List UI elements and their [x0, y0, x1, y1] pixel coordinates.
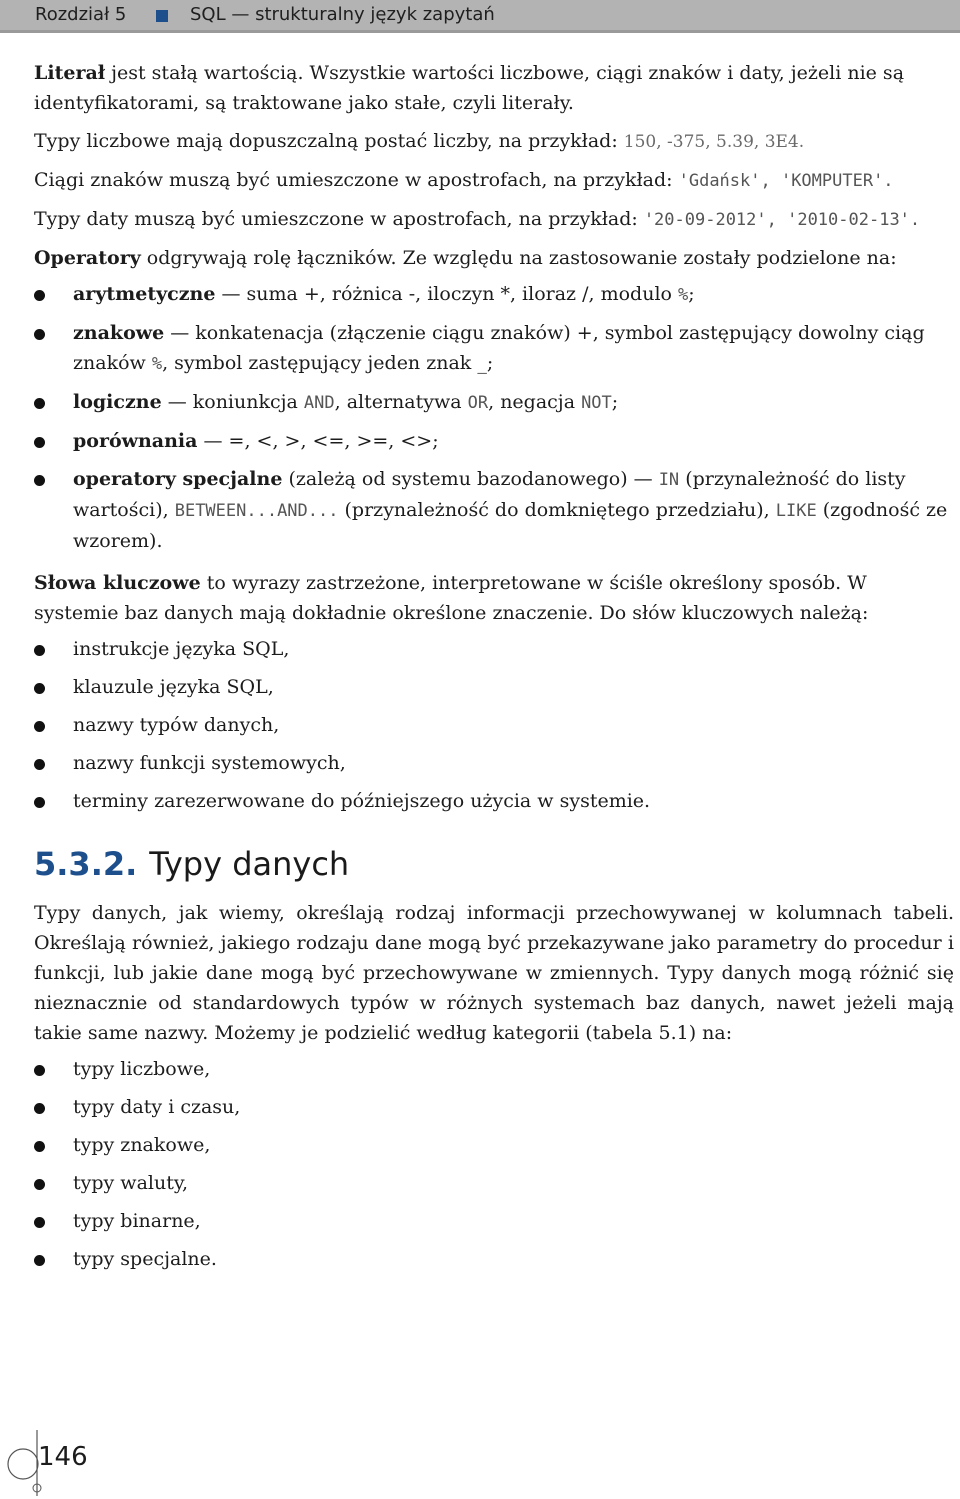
string-text: Ciągi znaków muszą być umieszczone w apostrofach, na przykład:	[34, 169, 679, 191]
operator-term: logiczne	[73, 391, 162, 413]
literal-paragraph	[34, 58, 954, 118]
date-paragraph	[34, 204, 954, 235]
keywords-paragraph	[34, 568, 954, 628]
operators-list	[34, 279, 954, 556]
operator-text: (zależą od systemu bazodanowego) —	[282, 468, 659, 490]
section-number: 5.3.2.	[34, 845, 138, 883]
header-rule	[0, 30, 960, 33]
list-item: typy binarne,	[34, 1206, 954, 1236]
operator-text: ;	[611, 391, 619, 413]
operator-text: , alternatywa	[334, 391, 468, 413]
operator-code: OR	[467, 393, 489, 413]
numeric-paragraph	[34, 126, 954, 157]
list-item: typy znakowe,	[34, 1130, 954, 1160]
operator-text: , symbol zastępujący jeden znak _;	[162, 352, 494, 374]
list-item	[34, 279, 954, 310]
page-number: 146	[38, 1442, 88, 1472]
operator-code: %	[151, 354, 163, 374]
operator-text: (zgodność ze wzorem).	[73, 499, 948, 552]
header-square-icon	[156, 10, 168, 22]
operator-text: ;	[688, 283, 695, 305]
list-item: nazwy funkcji systemowych,	[34, 748, 954, 778]
numeric-examples: 150, -375, 5.39, 3E4.	[623, 132, 805, 152]
operator-code: IN	[658, 470, 680, 490]
data-types-list	[34, 1054, 954, 1274]
list-item	[34, 464, 954, 556]
operator-term: znakowe	[73, 322, 165, 344]
list-item: terminy zarezerwowane do późniejszego użycia w systemie.	[34, 786, 954, 816]
operators-text: odgrywają rolę łączników. Ze względu na zastosowanie zostały podzielone na:	[140, 247, 897, 269]
operator-term: operatory specjalne	[73, 468, 283, 490]
keywords-term: Słowa kluczowe	[34, 572, 201, 594]
operator-text: — konkatenacja (złączenie ciągu znaków) +, symbol zastępujący dowolny ciąg znaków	[73, 322, 925, 374]
date-text: Typy daty muszą być umieszczone w apostrofach, na przykład:	[34, 208, 644, 230]
literal-text: jest stałą wartością. Wszystkie wartości liczbowe, ciągi znaków i daty, jeżeli nie są identyfikatorami, są traktowane jako stałe, czyli literały.	[34, 62, 905, 114]
list-item: typy specjalne.	[34, 1244, 954, 1274]
chapter-label: Rozdział 5	[35, 4, 127, 25]
operator-term: arytmetyczne	[73, 283, 216, 305]
operator-text: (przynależność do domkniętego przedziału),	[338, 499, 776, 521]
operator-code: %	[678, 285, 689, 305]
page-corner-ornament-icon	[3, 1430, 43, 1496]
list-item	[34, 426, 954, 456]
running-header	[0, 0, 960, 30]
section-heading	[34, 844, 954, 884]
date-examples: '20-09-2012', '2010-02-13'.	[643, 210, 921, 230]
section-paragraph: Typy danych, jak wiemy, określają rodzaj informacji przechowywanej w kolumnach tabeli. Określają również, jakiego rodzaju dane mogą być przekazywane jako parametry do procedur i funkcji, lub jakie dane mogą być przechowywane w zmiennych. Typy danych mogą różnić się nieznacznie od standardowych typów w różnych systemach baz danych, nawet jeżeli mają takie same nazwy. Możemy je podzielić według kategorii (tabela 5.1) na:	[34, 902, 954, 1044]
operator-code: BETWEEN...AND...	[174, 501, 339, 521]
list-item: klauzule języka SQL,	[34, 672, 954, 702]
numeric-text: Typy liczbowe mają dopuszczalną postać liczby, na przykład:	[34, 130, 624, 152]
operator-code: NOT	[581, 393, 612, 413]
operators-term: Operatory	[34, 247, 141, 269]
operator-code: AND	[303, 393, 335, 413]
keywords-list	[34, 634, 954, 816]
operator-term: porównania	[73, 430, 198, 452]
string-examples: 'Gdańsk', 'KOMPUTER'.	[678, 171, 894, 191]
operator-text: — =, <, >, <=, >=, <>;	[197, 430, 439, 452]
list-item: typy liczbowe,	[34, 1054, 954, 1084]
page-content	[34, 58, 954, 1286]
operator-text: (przynależność do listy wartości),	[73, 468, 906, 521]
operator-text: — koniunkcja	[161, 391, 304, 413]
operator-code: LIKE	[775, 501, 817, 521]
list-item	[34, 318, 954, 379]
operator-text: , negacja	[488, 391, 582, 413]
list-item: instrukcje języka SQL,	[34, 634, 954, 664]
section-title: Typy danych	[149, 845, 350, 883]
list-item	[34, 387, 954, 418]
operator-text: — suma +, różnica -, iloczyn *, iloraz /, modulo	[215, 283, 678, 305]
list-item: nazwy typów danych,	[34, 710, 954, 740]
chapter-title: SQL — strukturalny język zapytań	[190, 4, 495, 25]
literal-term: Literał	[34, 62, 106, 84]
list-item: typy daty i czasu,	[34, 1092, 954, 1122]
keywords-text: to wyrazy zastrzeżone, interpretowane w ściśle określony sposób. W systemie baz danych mają dokładnie określone znaczenie. Do słów kluczowych należą:	[34, 572, 869, 624]
string-paragraph	[34, 165, 954, 196]
list-item: typy waluty,	[34, 1168, 954, 1198]
operators-paragraph	[34, 243, 954, 273]
